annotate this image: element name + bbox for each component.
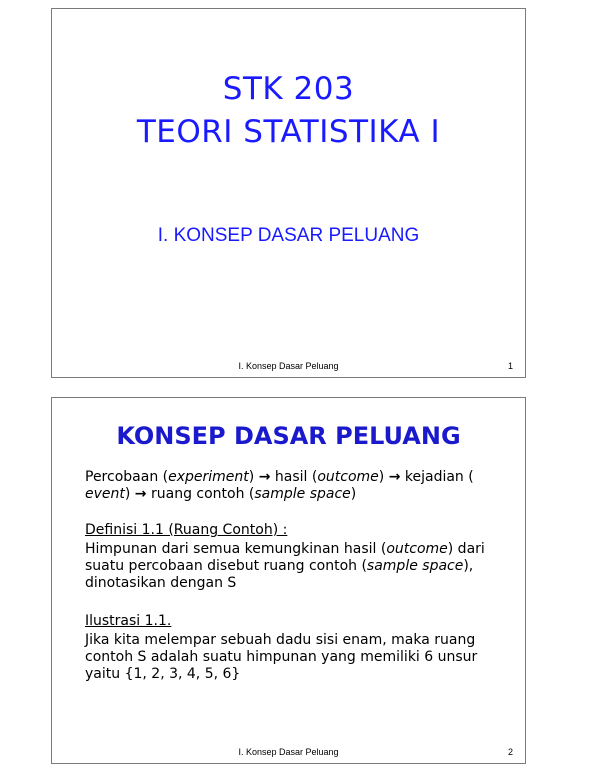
term-sample-space: sample space xyxy=(366,558,464,574)
text-run: kejadian ( xyxy=(400,469,474,485)
text-run: Himpunan dari semua kemungkinan hasil ( xyxy=(85,541,387,557)
concept-flow-paragraph xyxy=(85,469,510,503)
term-experiment: experiment xyxy=(168,469,249,485)
course-name-title: TEORI STATISTIKA I xyxy=(136,114,441,150)
text-run: Percobaan ( xyxy=(85,469,169,485)
right-arrow-icon: → xyxy=(388,469,401,485)
slide-1 xyxy=(51,8,526,378)
right-arrow-icon: → xyxy=(134,486,147,502)
illustration-text: Jika kita melempar sebuah dadu sisi enam, maka ruang contoh S adalah suatu himpunan yang memiliki 6 unsur yaitu {1, 2, 3, 4, 5, 6} xyxy=(85,632,478,682)
text-run: ) dari suatu percobaan disebut ruang contoh ( xyxy=(85,541,485,574)
term-outcome: outcome xyxy=(317,469,379,485)
right-arrow-icon: → xyxy=(258,469,271,485)
text-run: ) xyxy=(124,486,135,502)
slide-1-footer-label: I. Konsep Dasar Peluang xyxy=(238,361,339,371)
slide-2 xyxy=(51,397,526,764)
illustration-heading: Ilustrasi 1.1. xyxy=(85,613,172,629)
slide-2-footer-label: I. Konsep Dasar Peluang xyxy=(238,747,339,757)
text-run: ) xyxy=(378,469,389,485)
term-sample-space: sample space xyxy=(254,486,351,502)
text-run: hasil ( xyxy=(270,469,318,485)
text-run: ), dinotasikan dengan S xyxy=(85,558,474,591)
slide-2-heading: KONSEP DASAR PELUANG xyxy=(116,422,461,450)
term-event: event xyxy=(85,486,125,502)
course-code-title: STK 203 xyxy=(222,71,355,107)
definition-text xyxy=(85,541,510,592)
text-run: ) xyxy=(248,469,259,485)
slide-2-page-number: 2 xyxy=(507,747,513,757)
definition-heading: Definisi 1.1 (Ruang Contoh) : xyxy=(85,522,288,538)
text-run: ruang contoh ( xyxy=(146,486,255,502)
term-outcome: outcome xyxy=(386,541,448,557)
chapter-title: I. KONSEP DASAR PELUANG xyxy=(157,225,420,246)
text-run: ) xyxy=(350,486,357,502)
slide-1-page-number: 1 xyxy=(507,361,513,371)
